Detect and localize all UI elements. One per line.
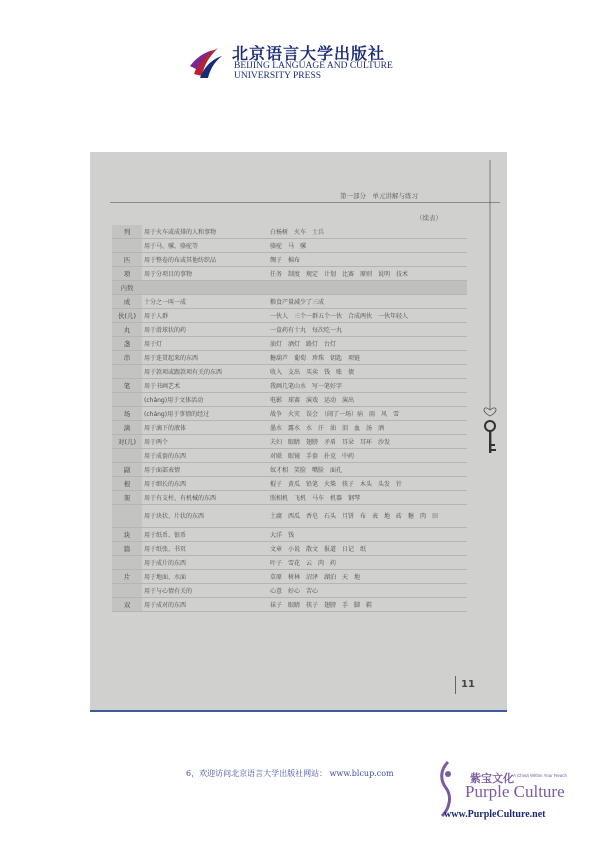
usage-text: (cháng)用于事情的经过 bbox=[142, 407, 268, 421]
usage-text: 用于灯 bbox=[142, 337, 268, 351]
examples-text: 棍子 黄瓜 铅笔 火柴 筷子 木头 头发 针 bbox=[268, 477, 467, 491]
publisher-name-cn: 北京语言大学出版社 bbox=[232, 44, 386, 63]
table-row bbox=[112, 281, 467, 295]
examples-text: 土腐 西瓜 香皂 石头 月饼 布 表 地 砖 糖 肉 田 bbox=[268, 505, 467, 528]
table-row bbox=[112, 421, 467, 435]
examples-text: 糖葫芦 葡萄 珍珠 钥匙 项链 bbox=[268, 351, 467, 365]
usage-text: 用于马、骡、骆驼等 bbox=[142, 239, 268, 253]
examples-text: 我画几笔山水 写一笔好字 bbox=[268, 379, 467, 393]
table-row bbox=[112, 463, 467, 477]
publisher-name-en: BEIJING LANGUAGE AND CULTURE bbox=[234, 61, 393, 71]
table-row bbox=[112, 556, 467, 570]
brand-url: www.PurpleCulture.net bbox=[444, 809, 546, 820]
measure-word: 笔 bbox=[112, 379, 142, 393]
table-row bbox=[112, 528, 467, 542]
table-row bbox=[112, 584, 467, 598]
examples-text: 收入 支出 买卖 钱 账 债 bbox=[268, 365, 467, 379]
measure-word: 项 bbox=[112, 267, 142, 281]
measure-word-table bbox=[112, 225, 467, 612]
usage-text: 用于纸币、银币 bbox=[142, 528, 268, 542]
table-row bbox=[112, 407, 467, 421]
scan-bottom-edge bbox=[90, 710, 507, 712]
usage-text: 用于书画艺术 bbox=[142, 379, 268, 393]
table-row bbox=[112, 598, 467, 612]
table-row bbox=[112, 477, 467, 491]
measure-word: 场 bbox=[112, 407, 142, 421]
examples-text: 奴才相 笑脸 嘴脸 面孔 bbox=[268, 463, 467, 477]
usage-text: 用于成对的东西 bbox=[142, 598, 268, 612]
measure-word: 架 bbox=[112, 491, 142, 505]
table-row bbox=[112, 309, 467, 323]
usage-text: 用于细长的东西 bbox=[142, 477, 268, 491]
usage-text: 用于块状、片状的东西 bbox=[142, 505, 268, 528]
measure-word: 块 bbox=[112, 528, 142, 542]
measure-word: 滴 bbox=[112, 421, 142, 435]
usage-text: 用于成片的东西 bbox=[142, 556, 268, 570]
measure-word: 伙(儿) bbox=[112, 309, 142, 323]
measure-word: 片 bbox=[112, 570, 142, 584]
table-row bbox=[112, 379, 467, 393]
publisher-name-en-line2: UNIVERSITY PRESS bbox=[234, 71, 322, 81]
usage-text: 用于滑球状的药 bbox=[142, 323, 268, 337]
usage-text: 用于火车或成排的人和事物 bbox=[142, 225, 268, 239]
measure-word bbox=[112, 365, 142, 379]
table-row bbox=[112, 239, 467, 253]
table-row bbox=[112, 449, 467, 463]
table-row bbox=[112, 570, 467, 584]
table-row bbox=[112, 225, 467, 239]
table-row bbox=[112, 337, 467, 351]
examples-text: 油灯 酒灯 路灯 台灯 bbox=[268, 337, 467, 351]
examples-text: 白杨树 火车 士兵 bbox=[268, 225, 467, 239]
table-row bbox=[112, 491, 467, 505]
measure-word: 根 bbox=[112, 477, 142, 491]
table-row bbox=[112, 393, 467, 407]
publisher-logo bbox=[188, 44, 226, 80]
continued-label: （续表） bbox=[416, 214, 442, 222]
usage-text: 用于滴下的液体 bbox=[142, 421, 268, 435]
table-row bbox=[112, 253, 467, 267]
table-row bbox=[112, 542, 467, 556]
measure-word: 成 bbox=[112, 295, 142, 309]
measure-word: 副 bbox=[112, 463, 142, 477]
measure-word: 串 bbox=[112, 351, 142, 365]
examples-text: 一盒药有十丸 每次吃一丸 bbox=[268, 323, 467, 337]
examples-text: 战争 火灾 误会 （闹了一场）病 雨 风 雪 bbox=[268, 407, 467, 421]
running-header: 第一部分 单元讲解与练习 bbox=[340, 192, 418, 200]
measure-word: 双 bbox=[112, 598, 142, 612]
examples-text: 草原 树林 沼泽 湖泊 天 地 bbox=[268, 570, 467, 584]
key-ornament-icon bbox=[475, 160, 505, 460]
usage-text bbox=[142, 281, 268, 295]
measure-word: 篇 bbox=[112, 542, 142, 556]
usage-text: 用于整卷的布或其他纺织品 bbox=[142, 253, 268, 267]
page-number-bar bbox=[455, 676, 456, 694]
header-rule bbox=[110, 202, 500, 203]
measure-word: 盏 bbox=[112, 337, 142, 351]
measure-word: 对(儿) bbox=[112, 435, 142, 449]
usage-text: 十分之一叫一成 bbox=[142, 295, 268, 309]
measure-word: 列 bbox=[112, 225, 142, 239]
examples-text: 对联 眼镜 手套 扑克 中药 bbox=[268, 449, 467, 463]
usage-text: (chǎng)用于文体活动 bbox=[142, 393, 268, 407]
measure-word bbox=[112, 505, 142, 528]
measure-word: 丸 bbox=[112, 323, 142, 337]
measure-word bbox=[112, 584, 142, 598]
examples-text: 夫妇 眼睛 翅膀 矛盾 耳朵 耳环 沙发 bbox=[268, 435, 467, 449]
usage-text: 用于连贯起来的东西 bbox=[142, 351, 268, 365]
table-row bbox=[112, 267, 467, 281]
examples-text: 心意 好心 苦心 bbox=[268, 584, 467, 598]
measure-word bbox=[112, 449, 142, 463]
examples-text: 绸子 棉布 bbox=[268, 253, 467, 267]
brand-name: Purple Culture bbox=[465, 782, 565, 801]
brand-name-cn: 紫宝文化 bbox=[470, 772, 514, 785]
usage-text: 用于人群 bbox=[142, 309, 268, 323]
brand-tagline: A China Within Your Reach bbox=[513, 773, 568, 778]
measure-word bbox=[112, 393, 142, 407]
table-row bbox=[112, 351, 467, 365]
examples-text bbox=[268, 281, 467, 295]
table-row bbox=[112, 435, 467, 449]
usage-text: 用于成套的东西 bbox=[142, 449, 268, 463]
examples-text: 粮食产量减少了三成 bbox=[268, 295, 467, 309]
footer-website-note: 6，欢迎访问北京语言大学出版社网站： www.blcup.com bbox=[186, 769, 394, 778]
examples-text: 骆驼 马 骡 bbox=[268, 239, 467, 253]
examples-text: 大洋 钱 bbox=[268, 528, 467, 542]
measure-word: 内数 bbox=[112, 281, 142, 295]
usage-text: 用于款项或跟款项有关的东西 bbox=[142, 365, 268, 379]
usage-text: 用于纸张、书页 bbox=[142, 542, 268, 556]
examples-text: 电影 球赛 演戏 运动 演出 bbox=[268, 393, 467, 407]
table-row bbox=[112, 365, 467, 379]
examples-text: 照相机 飞机 马车 机器 钢琴 bbox=[268, 491, 467, 505]
usage-text: 用于分项目的事物 bbox=[142, 267, 268, 281]
examples-text: 文章 小说 散文 报道 日记 纸 bbox=[268, 542, 467, 556]
table-row bbox=[112, 505, 467, 528]
measure-word: 匹 bbox=[112, 253, 142, 267]
usage-text: 用于地面、水面 bbox=[142, 570, 268, 584]
examples-text: 袜子 眼睛 筷子 翅膀 手 脚 鞋 bbox=[268, 598, 467, 612]
usage-text: 用于有支柱、有机械的东西 bbox=[142, 491, 268, 505]
examples-text: 一伙人 三个一群五个一伙 合成两伙 一伙年轻人 bbox=[268, 309, 467, 323]
examples-text: 墨水 露水 水 汗 油 泪 血 汤 酒 bbox=[268, 421, 467, 435]
usage-text: 用于与心情有关的 bbox=[142, 584, 268, 598]
measure-word bbox=[112, 556, 142, 570]
examples-text: 叶子 雪花 云 肉 药 bbox=[268, 556, 467, 570]
usage-text: 用于两个 bbox=[142, 435, 268, 449]
table-row bbox=[112, 295, 467, 309]
page-number: 11 bbox=[461, 679, 475, 690]
table-row bbox=[112, 323, 467, 337]
measure-word bbox=[112, 239, 142, 253]
usage-text: 用于面部表情 bbox=[142, 463, 268, 477]
scanned-page bbox=[90, 152, 507, 712]
examples-text: 任务 制度 规定 计划 比赛 原则 说明 技术 bbox=[268, 267, 467, 281]
